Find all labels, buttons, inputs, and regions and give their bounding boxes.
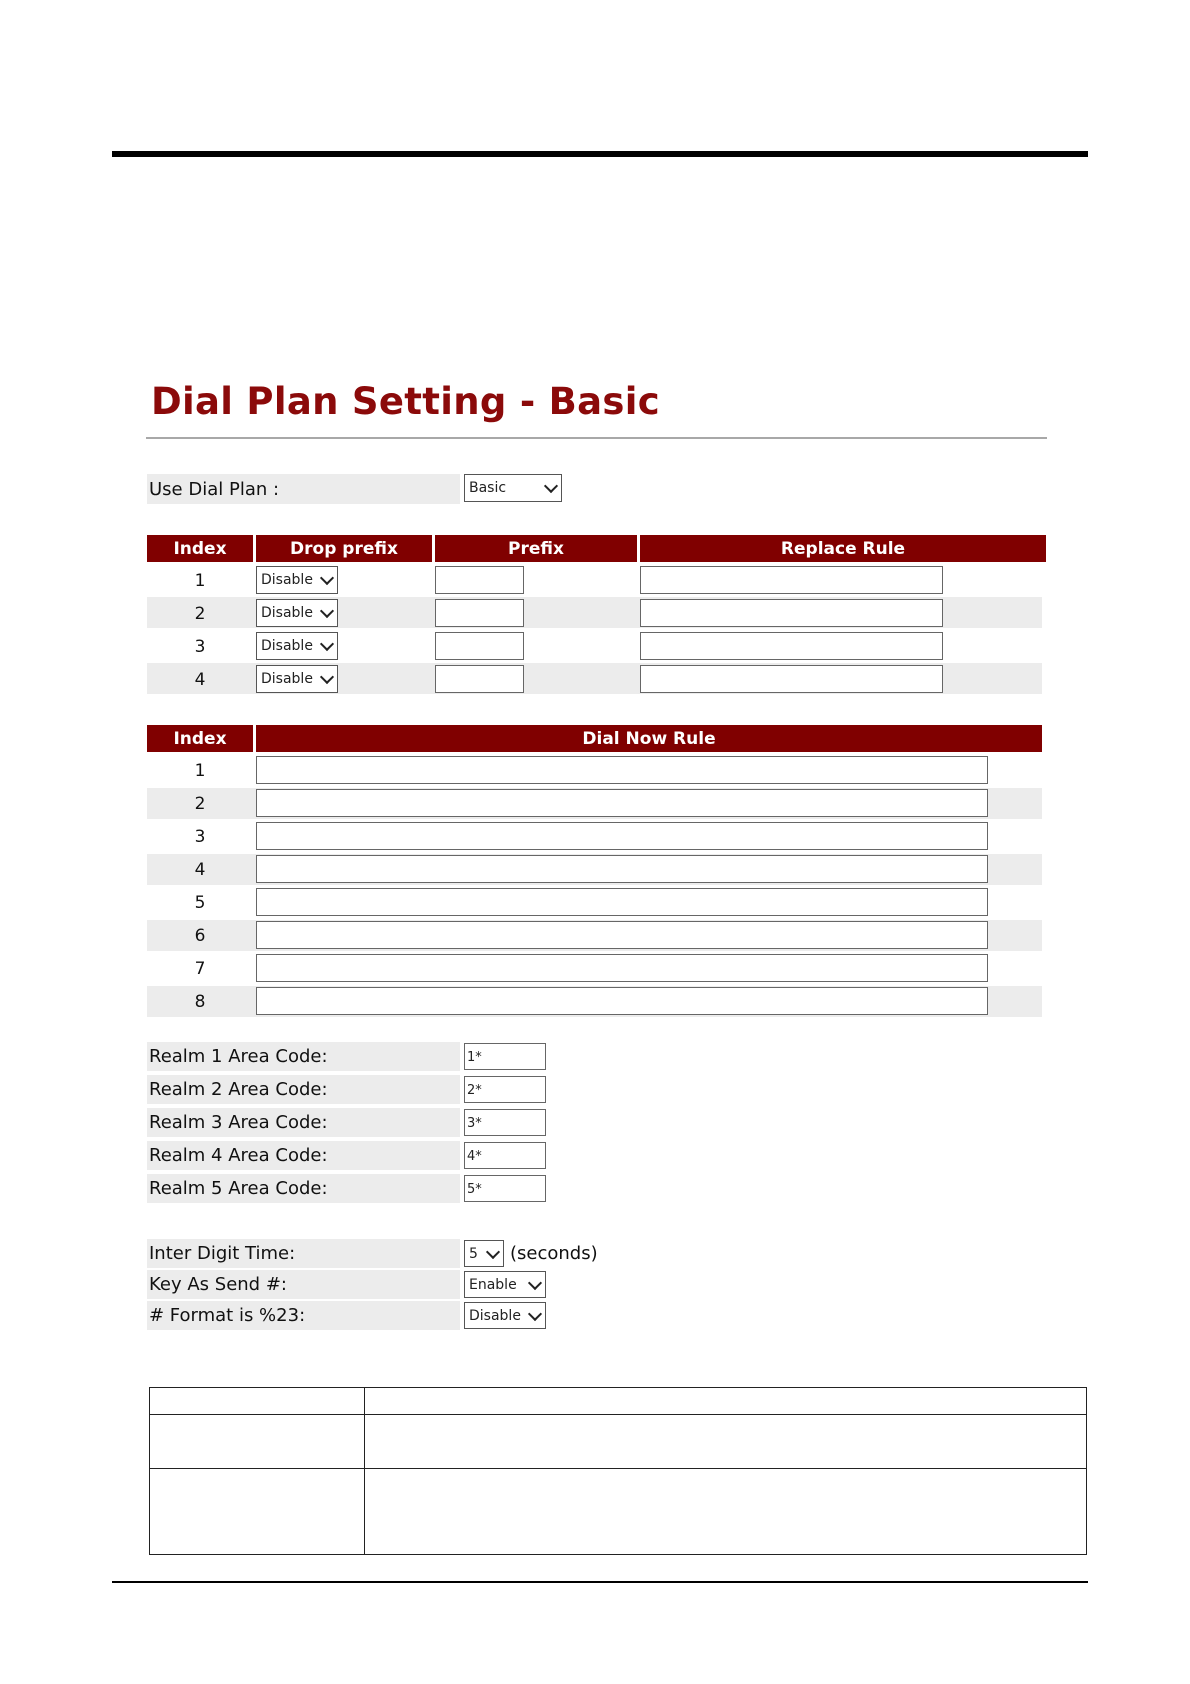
realm-2-label: Realm 2 Area Code: — [147, 1075, 460, 1104]
key-as-send-label: Key As Send #: — [147, 1270, 460, 1299]
dial-now-rule-input[interactable] — [256, 987, 988, 1015]
replace-row-index: 1 — [194, 570, 206, 591]
replace-rule-input[interactable] — [640, 665, 943, 693]
inter-digit-time-unit: (seconds) — [510, 1243, 598, 1264]
inter-digit-time-value: 5 — [469, 1245, 478, 1262]
replace-rule-input[interactable] — [640, 632, 943, 660]
realm-5-label: Realm 5 Area Code: — [147, 1174, 460, 1203]
description-cell — [365, 1388, 1087, 1415]
drop-prefix-select[interactable] — [256, 632, 338, 660]
bottom-rule — [112, 1581, 1088, 1583]
chevron-down-icon — [544, 479, 558, 493]
description-cell — [365, 1415, 1087, 1469]
chevron-down-icon — [486, 1244, 500, 1258]
realm-5-area-code-input[interactable] — [464, 1175, 546, 1202]
use-dial-plan-label: Use Dial Plan : — [147, 474, 460, 504]
description-cell — [150, 1415, 365, 1469]
dial-now-header-index: Index — [147, 725, 253, 752]
realm-3-label: Realm 3 Area Code: — [147, 1108, 460, 1137]
drop-prefix-select[interactable] — [256, 665, 338, 693]
realm-4-area-code-input[interactable] — [464, 1142, 546, 1169]
chevron-down-icon — [528, 1306, 542, 1320]
chevron-down-icon — [320, 604, 334, 618]
realm-1-area-code-input[interactable] — [464, 1043, 546, 1070]
replace-table-header-prefix: Prefix — [435, 535, 637, 562]
dial-now-rule-input[interactable] — [256, 822, 988, 850]
realm-1-label: Realm 1 Area Code: — [147, 1042, 460, 1071]
key-as-send-value: Enable — [469, 1276, 517, 1293]
chevron-down-icon — [320, 571, 334, 585]
prefix-input[interactable] — [435, 665, 524, 693]
description-cell — [365, 1469, 1087, 1555]
description-table-row — [150, 1469, 1087, 1555]
dial-now-row-index: 5 — [194, 892, 206, 913]
chevron-down-icon — [320, 670, 334, 684]
inter-digit-time-label: Inter Digit Time: — [147, 1239, 460, 1268]
use-dial-plan-select[interactable] — [464, 474, 562, 502]
page-title: Dial Plan Setting - Basic — [151, 380, 660, 423]
dial-now-row-index: 4 — [194, 859, 206, 880]
dial-now-rule-input[interactable] — [256, 921, 988, 949]
description-cell — [150, 1469, 365, 1555]
replace-row-index: 3 — [194, 636, 206, 657]
replace-row-index: 2 — [194, 603, 206, 624]
realm-4-label: Realm 4 Area Code: — [147, 1141, 460, 1170]
dial-now-row-index: 2 — [194, 793, 206, 814]
key-as-send-select[interactable] — [464, 1271, 546, 1298]
dial-now-rule-input[interactable] — [256, 888, 988, 916]
replace-rule-input[interactable] — [640, 566, 943, 594]
realm-2-area-code-input[interactable] — [464, 1076, 546, 1103]
drop-prefix-value: Disable — [261, 671, 313, 687]
format-23-label: # Format is %23: — [147, 1301, 460, 1330]
inter-digit-time-select[interactable] — [464, 1240, 504, 1267]
description-cell — [150, 1388, 365, 1415]
drop-prefix-value: Disable — [261, 572, 313, 588]
drop-prefix-select[interactable] — [256, 599, 338, 627]
dial-now-rule-input[interactable] — [256, 855, 988, 883]
chevron-down-icon — [528, 1275, 542, 1289]
dial-now-rule-input[interactable] — [256, 756, 988, 784]
title-divider — [146, 437, 1047, 439]
dial-now-header-rule: Dial Now Rule — [256, 725, 1042, 752]
dial-now-row-index: 6 — [194, 925, 206, 946]
drop-prefix-value: Disable — [261, 605, 313, 621]
dial-now-rule-input[interactable] — [256, 789, 988, 817]
prefix-input[interactable] — [435, 566, 524, 594]
dial-now-rule-input[interactable] — [256, 954, 988, 982]
replace-rule-input[interactable] — [640, 599, 943, 627]
drop-prefix-value: Disable — [261, 638, 313, 654]
replace-table-header-replace-rule: Replace Rule — [640, 535, 1046, 562]
dial-now-row-index: 7 — [194, 958, 206, 979]
prefix-input[interactable] — [435, 632, 524, 660]
dial-now-row-index: 1 — [194, 760, 206, 781]
top-rule — [112, 151, 1088, 157]
prefix-input[interactable] — [435, 599, 524, 627]
realm-3-area-code-input[interactable] — [464, 1109, 546, 1136]
replace-table-header-drop-prefix: Drop prefix — [256, 535, 432, 562]
description-table — [149, 1387, 1087, 1555]
replace-row-index: 4 — [194, 669, 206, 690]
drop-prefix-select[interactable] — [256, 566, 338, 594]
use-dial-plan-value: Basic — [469, 480, 507, 496]
replace-table-header-index: Index — [147, 535, 253, 562]
description-table-row — [150, 1415, 1087, 1469]
dial-now-row-index: 8 — [194, 991, 206, 1012]
format-23-value: Disable — [469, 1307, 521, 1324]
chevron-down-icon — [320, 637, 334, 651]
format-23-select[interactable] — [464, 1302, 546, 1329]
dial-now-row-index: 3 — [194, 826, 206, 847]
description-table-row — [150, 1388, 1087, 1415]
